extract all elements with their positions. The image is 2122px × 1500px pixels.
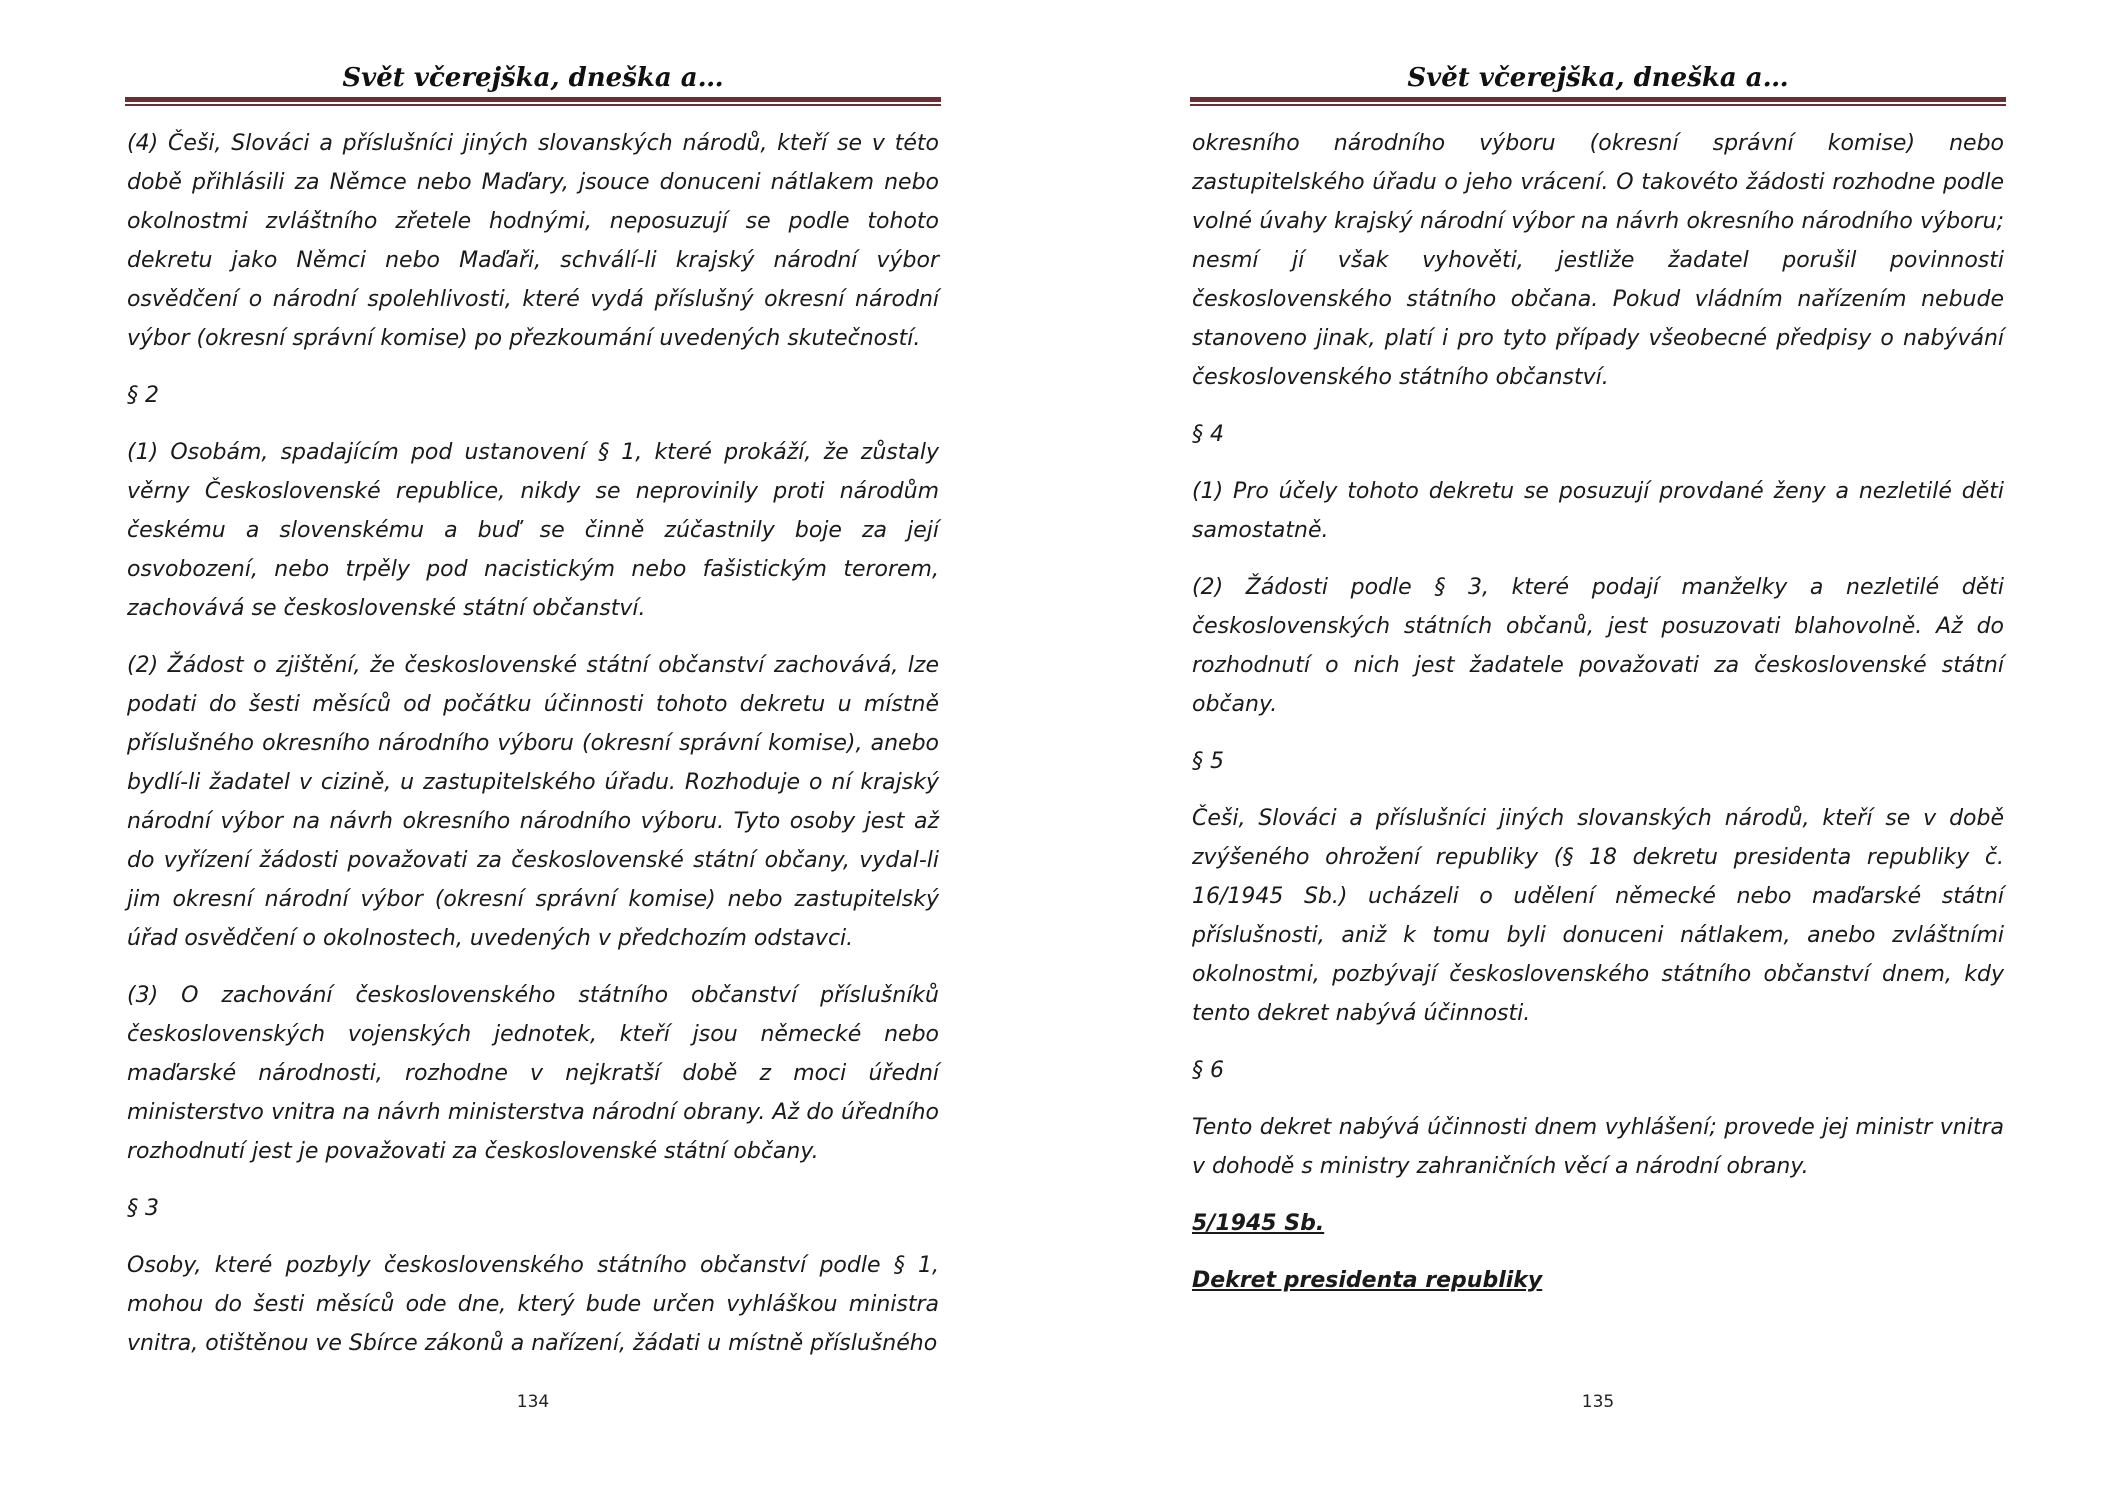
document-reference: 5/1945 Sb. xyxy=(1192,1211,1325,1236)
right-page xyxy=(1190,0,2006,1500)
paragraph: (4) Češi, Slováci a příslušníci jiných slovanských národů, kteří se v této době přihlásili za Němce nebo Maďary, jsouce donuceni nátlakem nebo okolnostmi zvláštního zřetele hodnými, neposuzují se podle tohoto dekretu jako Němci nebo Maďaři, schválí-li krajský národní výbor osvědčení o národní spolehlivosti, které vydá příslušný okresní národní výbor (okresní správní komise) po přezkoumání uvedených skutečností. xyxy=(127,131,939,351)
paragraph: okresního národního výboru (okresní správní komise) nebo zastupitelského úřadu o jeho vrácení. O takovéto žádosti rozhodne podle volné úvahy krajský národní výbor na návrh okresního národního výboru; nesmí jí však vyhověti, jestliže žadatel porušil povinnosti československého státního občana. Pokud vládním nařízením nebude stanoveno jinak, platí i pro tyto případy všeobecné předpisy o nabývání československého státního občanství. xyxy=(1192,131,2004,390)
page-body xyxy=(127,124,939,1381)
document-title: Dekret presidenta republiky xyxy=(1192,1268,1543,1293)
page-number: 134 xyxy=(516,1392,550,1412)
paragraph: Tento dekret nabývá účinnosti dnem vyhlášení; provede jej ministr vnitra v dohodě s ministry zahraničních věcí a národní obrany. xyxy=(1192,1115,2004,1179)
header-rule-thick xyxy=(125,97,941,102)
paragraph: (2) Žádost o zjištění, že československé státní občanství zachovává, lze podati do šesti měsíců od počátku účinnosti tohoto dekretu u místně příslušného okresního národního výboru (okresní správní komise), anebo bydlí-li žadatel v cizině, u zastupitelského úřadu. Rozhoduje o ní krajský národní výbor na návrh okresního národního výboru. Tyto osoby jest až do vyřízení žádosti považovati za československé státní občany, vydal-li jim okresní národní výbor (okresní správní komise) nebo zastupitelský úřad osvědčení o okolnostech, uvedených v předchozím odstavci. xyxy=(127,653,939,951)
header-rule-thin xyxy=(1190,104,2006,106)
running-header: Svět včerejška, dneška a… xyxy=(1407,63,1789,93)
section-heading: § 5 xyxy=(1192,749,1224,774)
page-body xyxy=(1192,124,2004,1318)
section-heading: § 3 xyxy=(127,1196,159,1221)
section-heading: § 2 xyxy=(127,383,159,408)
paragraph: (1) Osobám, spadajícím pod ustanovení § 1, které prokáží, že zůstaly věrny Československé republice, nikdy se neprovinily proti národům českému a slovenskému a buď se činně zúčastnily boje za její osvobození, nebo trpěly pod nacistickým nebo fašistickým terorem, zachovává se československé státní občanství. xyxy=(127,440,939,621)
page-number: 135 xyxy=(1581,1392,1615,1412)
paragraph: (3) O zachování československého státního občanství příslušníků československých vojenských jednotek, kteří jsou německé nebo maďarské národnosti, rozhodne v nejkratší době z moci úřední ministerstvo vnitra na návrh ministerstva národní obrany. Až do úředního rozhodnutí jest je považovati za československé státní občany. xyxy=(127,983,939,1164)
header-rule-thick xyxy=(1190,97,2006,102)
section-heading: § 4 xyxy=(1192,422,1224,447)
paragraph: (1) Pro účely tohoto dekretu se posuzují provdané ženy a nezletilé děti samostatně. xyxy=(1192,479,2004,543)
paragraph: Češi, Slováci a příslušníci jiných slovanských národů, kteří se v době zvýšeného ohrožení republiky (§ 18 dekretu presidenta republiky č. 16/1945 Sb.) ucházeli o udělení německé nebo maďarské státní příslušnosti, aniž k tomu byli donuceni nátlakem, anebo zvláštními okolnostmi, pozbývají československého státního občanství dnem, kdy tento dekret nabývá účinnosti. xyxy=(1192,806,2004,1026)
paragraph: (2) Žádosti podle § 3, které podají manželky a nezletilé děti československých státních občanů, jest posuzovati blahovolně. Až do rozhodnutí o nich jest žadatele považovati za československé státní občany. xyxy=(1192,575,2004,717)
running-header: Svět včerejška, dneška a… xyxy=(342,63,724,93)
paragraph: Osoby, které pozbyly československého státního občanství podle § 1, mohou do šesti měsíců ode dne, který bude určen vyhláškou ministra vnitra, otištěnou ve Sbírce zákonů a nařízení, žádati u místně příslušného xyxy=(127,1253,939,1356)
header-rule-thin xyxy=(125,104,941,106)
left-page xyxy=(125,0,941,1500)
section-heading: § 6 xyxy=(1192,1058,1224,1083)
